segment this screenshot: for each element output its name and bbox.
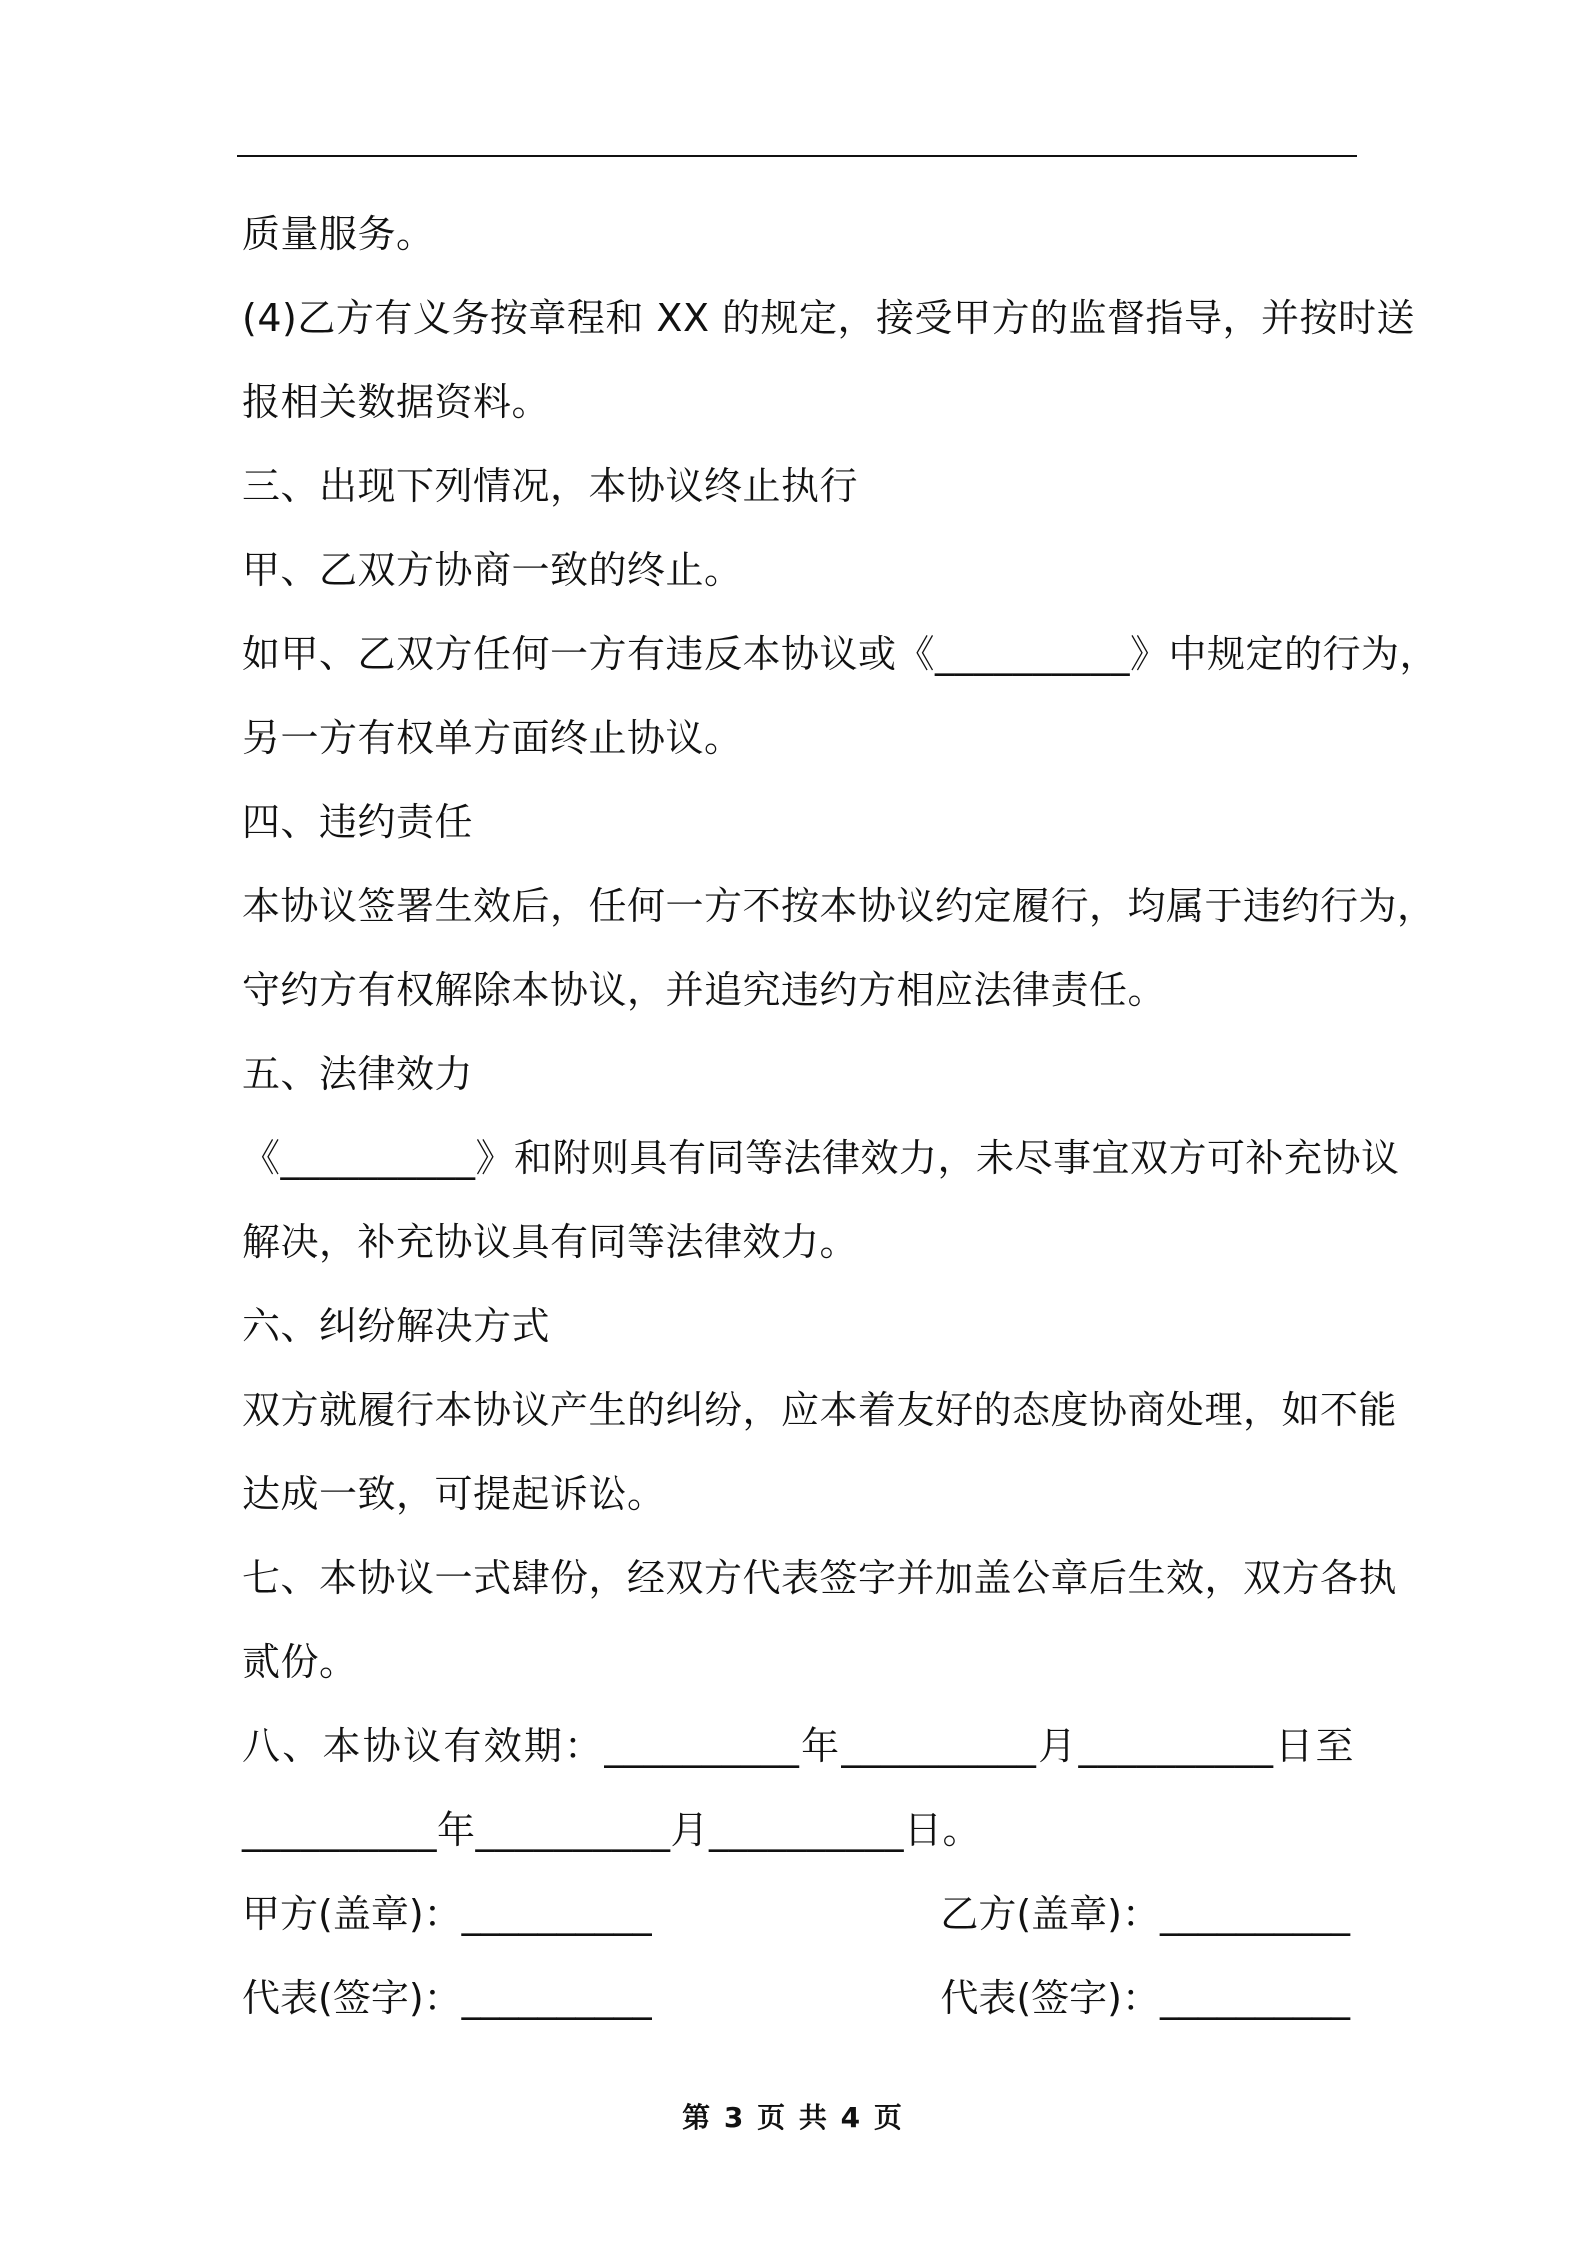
party-a-representative: 代表(签字)：__________ — [242, 1976, 652, 2020]
document-body — [242, 192, 1439, 2040]
paragraph-line: 七、本协议一式肆份，经双方代表签字并加盖公章后生效，双方各执 — [242, 1556, 1398, 1600]
paragraph-line: 本协议签署生效后，任何一方不按本协议约定履行，均属于违约行为， — [242, 884, 1436, 928]
paragraph-line: 如甲、乙双方任何一方有违反本协议或《__________》中规定的行为， — [242, 632, 1439, 676]
paragraph-line: 双方就履行本协议产生的纠纷，应本着友好的态度协商处理，如不能 — [242, 1388, 1398, 1432]
paragraph-line: (4)乙方有义务按章程和 XX 的规定，接受甲方的监督指导，并按时送 — [242, 296, 1416, 340]
page-number: 第 3 页 共 4 页 — [682, 2101, 904, 2134]
paragraph-line: 甲、乙双方协商一致的终止。 — [242, 548, 743, 592]
section-heading: 四、违约责任 — [242, 800, 474, 844]
party-a-seal: 甲方(盖章)：__________ — [242, 1892, 652, 1936]
section-heading: 三、出现下列情况，本协议终止执行 — [242, 464, 859, 508]
section-heading: 五、法律效力 — [242, 1052, 474, 1096]
validity-period-line: 八、本协议有效期：__________年__________月__________日至 — [242, 1724, 1354, 1768]
party-b-seal: 乙方(盖章)：__________ — [940, 1892, 1350, 1936]
representative-row — [242, 1956, 1354, 2040]
section-heading: 六、纠纷解决方式 — [242, 1304, 551, 1348]
seal-row — [242, 1872, 1354, 1956]
paragraph-line: 《__________》和附则具有同等法律效力，未尽事宜双方可补充协议 — [242, 1136, 1400, 1180]
paragraph-line: 另一方有权单方面终止协议。 — [242, 716, 743, 760]
paragraph-line: 贰份。 — [242, 1640, 358, 1684]
paragraph-line: 报相关数据资料。 — [242, 380, 551, 424]
paragraph-line: 守约方有权解除本协议，并追究违约方相应法律责任。 — [242, 968, 1167, 1012]
paragraph-line: 达成一致，可提起诉讼。 — [242, 1472, 666, 1516]
header-rule — [237, 155, 1357, 157]
paragraph-line: 质量服务。 — [242, 212, 435, 256]
party-b-representative: 代表(签字)：__________ — [940, 1976, 1350, 2020]
paragraph-line: 解决，补充协议具有同等法律效力。 — [242, 1220, 859, 1264]
validity-period-line: __________年__________月__________日。 — [242, 1808, 982, 1852]
